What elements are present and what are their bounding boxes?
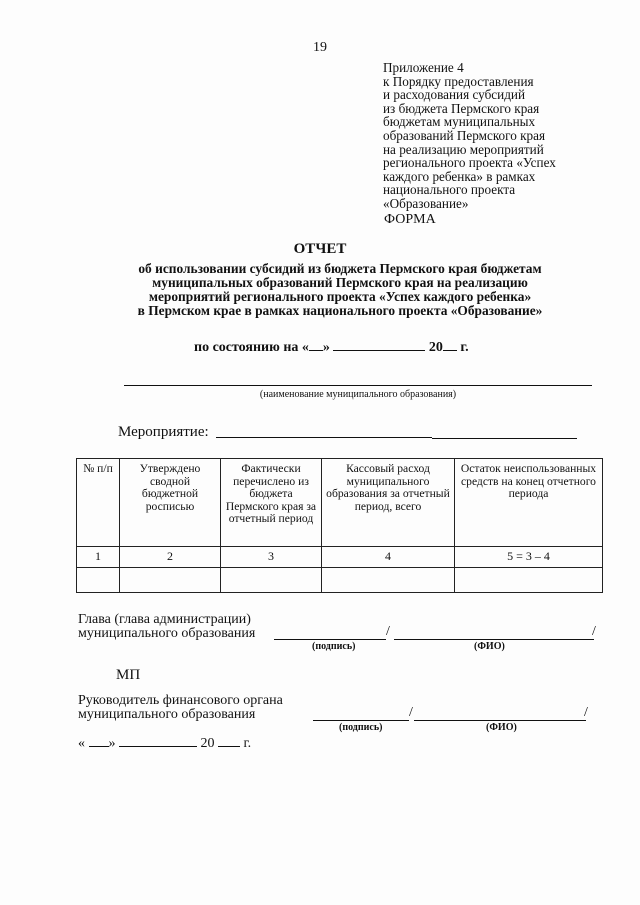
date-day-blank[interactable]	[89, 734, 109, 747]
head-sign-caption: (подпись)	[312, 641, 356, 652]
month-blank[interactable]	[333, 338, 425, 351]
subtitle-line: об использовании субсидий из бюджета Пермского края бюджетам	[138, 261, 542, 276]
appendix-line: и расходования субсидий	[383, 87, 526, 103]
report-subtitle	[90, 262, 590, 318]
finance-signature-blank[interactable]	[313, 720, 409, 721]
header-cell: Утверждено сводной бюджетной росписью	[120, 459, 221, 547]
event-blank[interactable]	[216, 437, 432, 438]
appendix-line: бюджетам муниципальных	[383, 114, 536, 130]
signing-date	[78, 734, 251, 752]
table-row	[77, 568, 603, 593]
head-title-line2: муниципального образования	[78, 626, 256, 641]
appendix-line: каждого ребенка» в рамках	[383, 168, 536, 184]
finance-title-line2: муниципального образования	[78, 707, 256, 722]
table-header-row	[77, 459, 603, 547]
column-number-row	[77, 547, 603, 568]
appendix-line: национального проекта	[383, 182, 516, 198]
subtitle-line: муниципальных образований Пермского края на реализацию	[152, 275, 528, 290]
as-of-quote-close: »	[322, 340, 330, 355]
date-open-quote: «	[78, 736, 85, 751]
column-number: 3	[221, 547, 322, 568]
column-number: 1	[77, 547, 120, 568]
subtitle-line: мероприятий регионального проекта «Успех каждого ребенка»	[148, 289, 532, 304]
head-signature-blank[interactable]	[274, 639, 386, 640]
municipality-blank[interactable]	[124, 385, 592, 386]
report-title: ОТЧЕТ	[293, 241, 347, 257]
appendix-line: Приложение 4	[383, 60, 464, 75]
date-close-quote: »	[108, 736, 116, 751]
form-label: ФОРМА	[384, 212, 436, 227]
separator-slash: /	[584, 705, 588, 720]
separator-slash: /	[592, 624, 596, 639]
event-label: Мероприятие:	[118, 424, 209, 440]
municipality-caption: (наименование муниципального образования)	[259, 389, 457, 400]
stamp-label: МП	[116, 667, 141, 683]
head-name-caption: (ФИО)	[474, 641, 505, 652]
date-year-prefix: 20	[200, 736, 215, 751]
header-cell: № п/п	[77, 459, 120, 547]
column-number: 2	[120, 547, 221, 568]
table-cell[interactable]	[77, 568, 120, 593]
head-name-blank[interactable]	[394, 639, 594, 640]
separator-slash: /	[409, 705, 413, 720]
as-of-prefix: по состоянию на «	[194, 340, 309, 355]
date-year-blank[interactable]	[218, 734, 240, 747]
appendix-line: «Образование»	[383, 195, 469, 211]
column-number: 4	[322, 547, 455, 568]
appendix-line: образований Пермского края	[383, 127, 546, 143]
header-cell: Фактически перечислено из бюджета Пермского края за отчетный период	[221, 459, 322, 547]
header-cell: Остаток неиспользованных средств на конец отчетного периода	[455, 459, 603, 547]
appendix-line: на реализацию мероприятий	[383, 141, 544, 157]
finance-sign-caption: (подпись)	[339, 722, 383, 733]
appendix-line: из бюджета Пермского края	[383, 100, 540, 116]
subtitle-line: в Пермском крае в рамках национального проекта «Образование»	[137, 303, 543, 318]
finance-title-line1: Руководитель финансового органа	[78, 693, 283, 708]
column-number: 5 = 3 – 4	[455, 547, 603, 568]
appendix-line: регионального проекта «Успех	[383, 155, 556, 171]
appendix-header	[383, 61, 556, 211]
page-number: 19	[313, 40, 327, 55]
head-title-line1: Глава (глава администрации)	[78, 612, 251, 627]
day-blank[interactable]	[309, 338, 323, 351]
table-cell[interactable]	[221, 568, 322, 593]
as-of-date	[194, 338, 469, 356]
separator-slash: /	[386, 624, 390, 639]
year-blank[interactable]	[443, 338, 457, 351]
table-cell[interactable]	[322, 568, 455, 593]
as-of-year-suffix: г.	[460, 340, 469, 355]
event-blank-extension[interactable]	[432, 438, 577, 439]
report-table	[76, 458, 603, 593]
finance-name-caption: (ФИО)	[486, 722, 517, 733]
finance-name-blank[interactable]	[414, 720, 586, 721]
table-cell[interactable]	[120, 568, 221, 593]
header-cell: Кассовый расход муниципального образования за отчетный период, всего	[322, 459, 455, 547]
date-year-suffix: г.	[243, 736, 252, 751]
table-cell[interactable]	[455, 568, 603, 593]
date-month-blank[interactable]	[119, 734, 197, 747]
appendix-line: к Порядку предоставления	[383, 73, 534, 89]
as-of-year-prefix: 20	[428, 340, 443, 355]
